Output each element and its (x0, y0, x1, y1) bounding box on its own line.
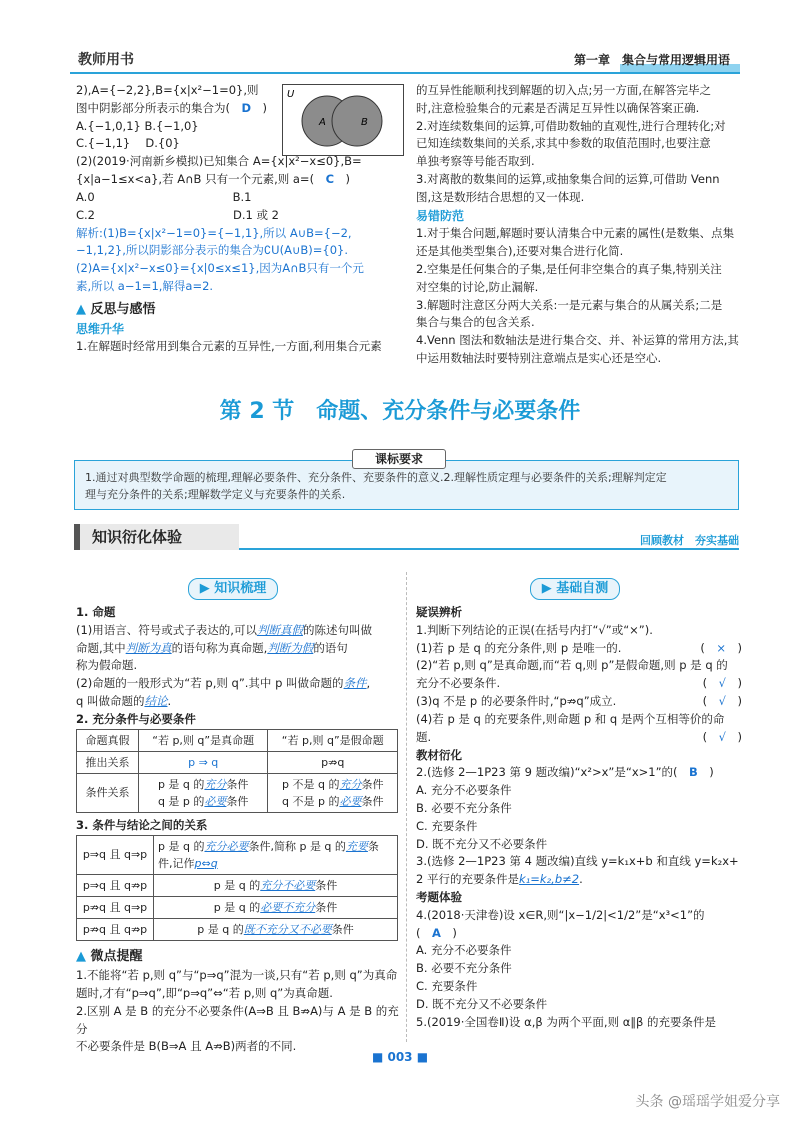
judge-mark: ( √ ) (702, 694, 742, 709)
table-cell: p ⇒ q (138, 751, 268, 773)
answer-mark: C (325, 172, 335, 187)
option: B. 必要不充分条件 (416, 961, 512, 976)
question-line: 4.(2018·天津卷)设 x∈R,则“|x−1/2|<1/2”是“x³<1”的 (416, 907, 705, 922)
options-line: C.2 D.1 或 2 (76, 207, 279, 222)
solution-line: −1,1,2},所以阴影部分表示的集合为∁U(A∪B)={0}. (76, 243, 348, 258)
question-line: {x|a−1≤x<a},若 A∩B 只有一个元素,则 a=( C ) (76, 172, 351, 187)
subheading: 疑误辨析 (416, 605, 462, 619)
cell-line (143, 776, 264, 793)
pill-label: 知识梳理 (214, 581, 267, 596)
text-line: 还是其他类型集合),还要对集合进行化简. (416, 244, 624, 259)
table-cell: p⇏q (268, 751, 398, 773)
solution-line: (2)A={x|x²−x≤0}={x|0≤x≤1},因为A∩B只有一个元 (76, 261, 364, 276)
text: p 是 q 的 (158, 839, 205, 853)
table-row (77, 835, 398, 874)
text: (1)用语言、符号或式子表达的,可以 (76, 622, 257, 637)
table-cell (154, 918, 398, 940)
judge-item: (2)“若 p,则 q”是真命题,而“若 q,则 p”是假命题,则 p 是 q 的 (416, 658, 728, 673)
text: q 是 p 的 (157, 794, 205, 808)
table-cell (268, 773, 398, 812)
text: 充分不必要条件. (416, 676, 501, 691)
tip-heading (76, 947, 402, 967)
book-label: 教师用书 (78, 52, 134, 68)
text-line: 2.空集是任何集合的子集,是任何非空集合的真子集,特别关注 (416, 261, 722, 276)
question-text: {x|a−1≤x<a},若 A∩B 只有一个元素,则 a=( (76, 172, 315, 187)
reflect-title: 反思与感悟 (90, 301, 156, 317)
text: 条件,记作 (158, 839, 379, 870)
blank-answer: 充分 (204, 777, 227, 791)
text: 条件 (315, 900, 338, 914)
judge-mark: ( √ ) (702, 676, 742, 691)
text-line: 2),A={−2,2},B={x|x²−1=0},则 (76, 83, 259, 97)
text: 条件 (361, 794, 384, 808)
blank-answer: 充分 (339, 777, 362, 791)
judge-mark: ( √ ) (702, 729, 742, 744)
blank-answer: 结论 (144, 694, 168, 709)
mark-value: √ (718, 694, 726, 709)
judge-item (416, 693, 742, 711)
text: 条件,简称 p 是 q 的 (248, 839, 346, 853)
table-cell: 命题真假 (77, 729, 139, 751)
text: p 不是 q 的 (281, 777, 340, 791)
table-cell: p⇒q 且 q⇒p (77, 835, 154, 874)
play-icon: ▶ (199, 581, 210, 596)
text: 的语句 (313, 640, 348, 655)
venn-label-b: B (361, 117, 368, 128)
judge-item (416, 675, 742, 693)
text-line: 1.判断下列结论的正误(在括号内打“√”或“×”). (416, 622, 653, 637)
option: C. 充要条件 (416, 979, 478, 994)
tip-title: 微点提醒 (90, 948, 143, 964)
mark-value: × (716, 640, 726, 655)
option: C. 充要条件 (416, 818, 478, 833)
judge-item (416, 729, 742, 747)
text-line (76, 640, 402, 658)
text-line: 4.Venn 图法和数轴法是进行集合交、并、补运算的常用方法,其 (416, 333, 739, 348)
answer-mark: D (241, 100, 252, 115)
venn-label-u: U (287, 89, 295, 100)
blank-answer: 必要 (204, 794, 227, 808)
table-cell: p⇏q 且 q⇏p (77, 918, 154, 940)
subheading: 教材衍化 (416, 747, 462, 762)
venn-label-a: A (319, 117, 326, 128)
text: 的语句称为真命题, (171, 640, 268, 655)
text-line (76, 675, 402, 693)
judge-item: (4)若 p 是 q 的充要条件,则命题 p 和 q 是两个互相等价的命 (416, 711, 725, 726)
table-cell: p⇏q 且 q⇒p (77, 896, 154, 918)
pill-knowledge (188, 578, 278, 600)
text-line: 称为假命题. (76, 658, 138, 673)
text-line: 集合与集合的包含关系. (416, 315, 535, 330)
text-line: 1.不能将“若 p,则 q”与“p⇒q”混为一谈,只有“若 p,则 q”为真命 (76, 968, 398, 983)
table-row (77, 918, 398, 940)
page-header (70, 50, 740, 74)
table-cell: “若 p,则 q”是真命题 (138, 729, 268, 751)
text-line (76, 622, 402, 640)
condition-table (76, 729, 398, 813)
table-cell (138, 773, 268, 812)
watermark: 头条 @瑶瑶学姐爱分享 (635, 1094, 780, 1110)
table-cell: p⇒q 且 q⇏p (77, 874, 154, 896)
text-line: 中运用数轴法时要特别注意端点是实心还是空心. (416, 350, 662, 365)
text-line: 已知连续数集间的关系,求其中参数的取值范围时,也要注意 (416, 136, 711, 151)
text-line: 不必要条件是 B(B⇒A 且 A⇏B)两者的不同. (76, 1039, 297, 1054)
option: A. 充分不必要条件 (416, 943, 512, 958)
table-cell (154, 874, 398, 896)
text: 条件 (331, 922, 354, 936)
requirements-text-1: 1.通过对典型数学命题的梳理,理解必要条件、充分条件、充要条件的意义.2.理解性质定理与必要条件的关系;理解判定定 (85, 471, 667, 484)
options-line: A.{−1,0,1} B.{−1,0} (76, 118, 199, 133)
section-band (74, 524, 739, 552)
cell-line (272, 776, 393, 793)
option: D. 既不充分又不必要条件 (416, 996, 548, 1011)
blank-answer: 判断真假 (256, 622, 303, 637)
text-line: 2.对连续数集间的运算,可借助数轴的直观性,进行合理转化;对 (416, 118, 726, 133)
mark-value: √ (718, 676, 726, 691)
cell-line (143, 793, 264, 810)
table-row (77, 874, 398, 896)
question-line: 2 平行的充要条件是k₁=k₂,b≠2. (416, 872, 583, 887)
reflect-icon: ▲ (76, 301, 86, 317)
blank-answer: 判断为假 (267, 640, 314, 655)
text: q 不是 p 的 (281, 794, 340, 808)
left-bottom-column (76, 604, 402, 1056)
question-line: (2)(2019·河南新乡模拟)已知集合 A={x|x²−x≤0},B= (76, 154, 362, 169)
relation-table (76, 835, 398, 941)
text: p 是 q 的 (213, 878, 261, 892)
heading: 3. 条件与结论之间的关系 (76, 817, 208, 832)
heading: 2. 充分条件与必要条件 (76, 711, 196, 726)
text-line: 题时,才有“p⇒q”,即“p⇒q”⇔“若 p,则 q”为真命题. (76, 985, 333, 1000)
answer-line: ( A ) (416, 925, 457, 940)
text: q 叫做命题的 (76, 694, 145, 709)
blank-answer: 必要不充分 (260, 900, 316, 914)
play-icon: ▶ (541, 581, 552, 596)
band-title: 知识衍化体验 (74, 524, 239, 550)
blank-answer: 充要 (345, 839, 368, 853)
section-title: 第 2 节 命题、充分条件与必要条件 (219, 399, 581, 424)
right-bottom-column (416, 604, 742, 1032)
question-text: 图中阴影部分所表示的集合为( (76, 100, 230, 115)
blank-answer: 充分必要 (204, 839, 249, 853)
table-cell: “若 p,则 q”是假命题 (268, 729, 398, 751)
text-line: 对空集的讨论,防止漏解. (416, 279, 539, 294)
judge-mark: ( × ) (700, 640, 742, 655)
question-line: 5.(2019·全国卷Ⅱ)设 α,β 为两个平面,则 α∥β 的充要条件是 (416, 1014, 717, 1029)
mark-value: √ (718, 729, 726, 744)
text: 条件 (315, 878, 338, 892)
table-row (77, 773, 398, 812)
text: p 是 q 的 (197, 922, 244, 936)
text: 2.(选修 2—1P23 第 9 题改编)“x²>x”是“x>1”的( (416, 765, 678, 780)
pill-label: 基础自测 (556, 581, 609, 596)
table-row (77, 751, 398, 773)
text: . (167, 694, 172, 709)
table-cell: 条件关系 (77, 773, 139, 812)
text-line: 3.对离散的数集间的运算,或抽象集合间的运算,可借助 Venn (416, 172, 720, 187)
text: 的陈述句叫做 (302, 622, 372, 637)
right-top-column (416, 82, 742, 368)
option: A. 充分不必要条件 (416, 783, 512, 798)
text-line (76, 693, 402, 711)
blank-answer: p⇔q (194, 856, 218, 870)
blank-answer: 条件 (343, 676, 367, 691)
judge-item (416, 640, 742, 658)
option: D. 既不充分又不必要条件 (416, 836, 548, 851)
text-line: 图中阴影部分所表示的集合为( D ) (76, 100, 268, 115)
tip-icon: ▲ (76, 948, 86, 964)
chapter-title: 第一章 集合与常用逻辑用语 (573, 53, 730, 67)
blank-answer: k₁=k₂,b≠2 (518, 872, 580, 887)
text: 条件 (226, 794, 249, 808)
text: p 是 q 的 (157, 777, 205, 791)
error-heading: 易错防范 (416, 208, 465, 223)
text: (2)命题的一般形式为“若 p,则 q”.其中 p 叫做命题的 (76, 676, 344, 691)
reflect-heading (76, 300, 406, 320)
requirements-text-2: 理与充分条件的关系;理解数学定义与充要条件的关系. (85, 488, 346, 502)
table-cell (154, 896, 398, 918)
text-line: 1.对于集合问题,解题时要认清集合中元素的属性(是数集、点集 (416, 226, 735, 241)
text: , (366, 676, 371, 691)
text: 2 平行的充要条件是 (416, 872, 519, 887)
text: (3)q 不是 p 的必要条件时,“p⇏q”成立. (416, 694, 617, 709)
blank-answer: 充分不必要 (260, 878, 316, 892)
question-line: 2.(选修 2—1P23 第 9 题改编)“x²>x”是“x>1”的( B ) (416, 765, 714, 780)
text-line: 2.区别 A 是 B 的充分不必要条件(A⇒B 且 B⇏A)与 A 是 B 的充分 (76, 1003, 399, 1036)
blank-answer: 既不充分又不必要 (243, 922, 332, 936)
subheading: 考题体验 (416, 890, 462, 904)
pill-selftest (530, 578, 620, 600)
table-cell (154, 835, 398, 874)
table-cell: 推出关系 (77, 751, 139, 773)
left-top-column (76, 82, 406, 356)
options-line: A.0 B.1 (76, 189, 252, 204)
text-line: 1.在解题时经常用到集合元素的互异性,一方面,利用集合元素 (76, 339, 382, 354)
heading: 1. 命题 (76, 605, 116, 619)
table-row (77, 896, 398, 918)
blank-answer: 判断为真 (125, 640, 172, 655)
text: 命题,其中 (76, 640, 126, 655)
text-line: 图,这是数形结合思想的又一体现. (416, 189, 585, 204)
text-line: 单独考察等号能否取到. (416, 154, 535, 169)
question-line: 3.(选修 2—1P23 第 4 题改编)直线 y=k₁x+b 和直线 y=k₂x+ (416, 854, 739, 869)
option: B. 必要不充分条件 (416, 800, 512, 815)
options-line: C.{−1,1} D.{0} (76, 136, 180, 151)
text: p 是 q 的 (213, 900, 261, 914)
solution-line: 解析:(1)B={x|x²−1=0}={−1,1},所以 A∪B={−2, (76, 225, 352, 240)
answer-mark: A (432, 925, 441, 940)
think-heading: 思维升华 (76, 321, 125, 336)
requirements-label: 课标要求 (352, 449, 446, 469)
text: 条件 (361, 777, 384, 791)
answer-mark: B (689, 765, 698, 780)
text: 条件 (226, 777, 249, 791)
text-line: 时,注意检验集合的元素是否满足互异性以确保答案正确. (416, 100, 700, 115)
blank-answer: 必要 (339, 794, 362, 808)
text: (1)若 p 是 q 的充分条件,则 p 是唯一的. (416, 640, 622, 655)
band-subtitle: 回顾教材 夯实基础 (640, 534, 739, 547)
table-row (77, 729, 398, 751)
text-line: 3.解题时注意区分两大关系:一是元素与集合的从属关系;二是 (416, 297, 723, 312)
solution-line: 素,所以 a−1=1,解得a=2. (76, 278, 214, 293)
text-line: 的互异性能顺利找到解题的切入点;另一方面,在解答完毕之 (416, 83, 712, 97)
text: 题. (416, 729, 432, 744)
cell-line (272, 793, 393, 810)
page-number: ■ 003 ■ (371, 1050, 429, 1064)
column-divider (406, 572, 407, 1042)
